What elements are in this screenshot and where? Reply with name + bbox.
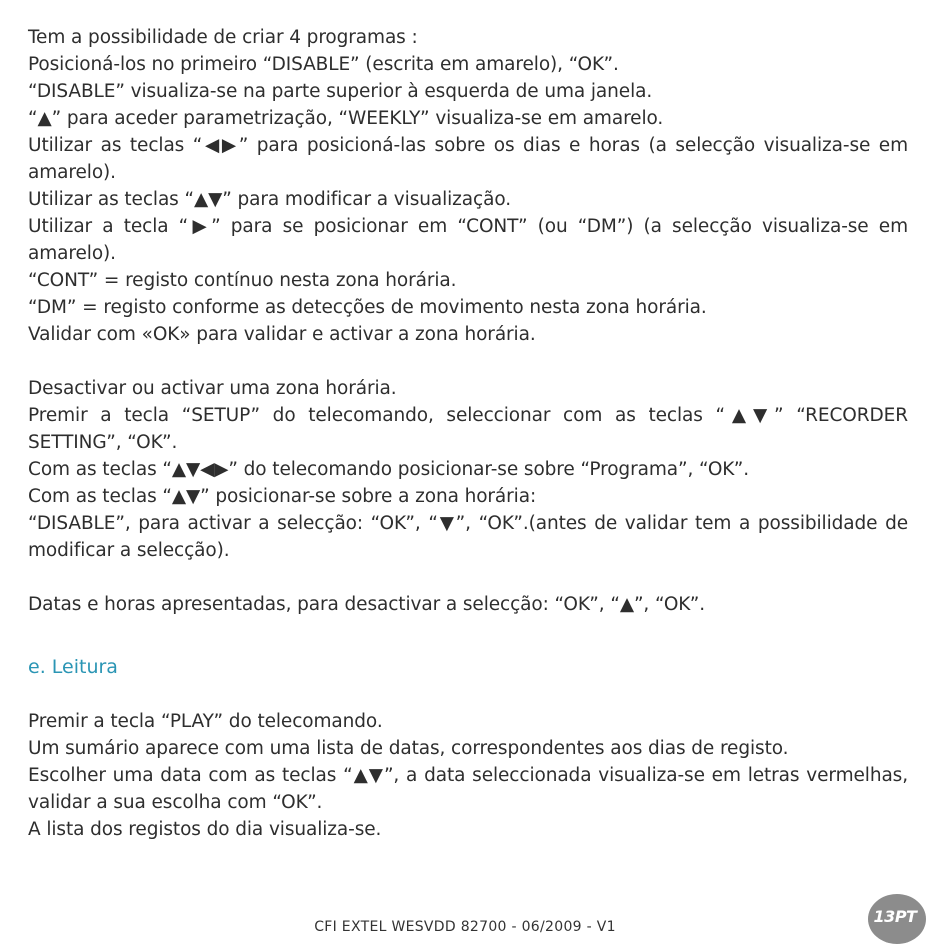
paragraph-line: Escolher uma data com as teclas “▲▼”, a data seleccionada visualiza-se em letras vermelhas, validar a sua escolha com “OK”. bbox=[28, 765, 908, 813]
paragraph-line: Validar com «OK» para validar e activar a zona horária. bbox=[28, 324, 536, 345]
document-body bbox=[28, 24, 908, 843]
paragraph-line: Posicioná-los no primeiro “DISABLE” (escrita em amarelo), “OK”. bbox=[28, 54, 619, 75]
page-number-badge bbox=[868, 894, 926, 944]
paragraph-line: “DISABLE”, para activar a selecção: “OK”, “▼”, “OK”.(antes de validar tem a possibilidade de modificar a selecção). bbox=[28, 513, 908, 561]
paragraph-line: “CONT” = registo contínuo nesta zona horária. bbox=[28, 270, 457, 291]
paragraph-line: Premir a tecla “SETUP” do telecomando, seleccionar com as teclas “▲▼” “RECORDER SETTING”, “OK”. bbox=[28, 405, 908, 453]
paragraph-line: Um sumário aparece com uma lista de datas, correspondentes aos dias de registo. bbox=[28, 738, 789, 759]
paragraph-line: “▲” para aceder parametrização, “WEEKLY” visualiza-se em amarelo. bbox=[28, 108, 664, 129]
paragraph-spacer bbox=[28, 564, 908, 591]
paragraph-line: Utilizar as teclas “▲▼” para modificar a visualização. bbox=[28, 189, 511, 210]
paragraph-line: “DISABLE” visualiza-se na parte superior à esquerda de uma janela. bbox=[28, 81, 653, 102]
section-heading: e. Leitura bbox=[28, 656, 118, 678]
paragraph-spacer bbox=[28, 681, 908, 708]
paragraph-spacer bbox=[28, 348, 908, 375]
paragraph-line: Tem a possibilidade de criar 4 programas : bbox=[28, 27, 418, 48]
paragraph-line: A lista dos registos do dia visualiza-se. bbox=[28, 819, 382, 840]
paragraph-line: Premir a tecla “PLAY” do telecomando. bbox=[28, 711, 383, 732]
paragraph-line: Com as teclas “▲▼◀▶” do telecomando posicionar-se sobre “Programa”, “OK”. bbox=[28, 459, 750, 480]
paragraph-line: Com as teclas “▲▼” posicionar-se sobre a zona horária: bbox=[28, 486, 537, 507]
page-number: 13PT bbox=[873, 906, 917, 926]
paragraph-line: Utilizar as teclas “◀▶” para posicioná-las sobre os dias e horas (a selecção visualiza-se em amarelo). bbox=[28, 135, 908, 183]
paragraph-line: “DM” = registo conforme as detecções de movimento nesta zona horária. bbox=[28, 297, 707, 318]
paragraph-line: Utilizar a tecla “▶” para se posicionar em “CONT” (ou “DM”) (a selecção visualiza-se em amarelo). bbox=[28, 216, 908, 264]
paragraph-line: Datas e horas apresentadas, para desactivar a selecção: “OK”, “▲”, “OK”. bbox=[28, 594, 706, 615]
footer-reference: CFI EXTEL WESVDD 82700 - 06/2009 - V1 bbox=[314, 919, 616, 935]
paragraph-spacer bbox=[28, 618, 908, 654]
paragraph-line: Desactivar ou activar uma zona horária. bbox=[28, 378, 397, 399]
